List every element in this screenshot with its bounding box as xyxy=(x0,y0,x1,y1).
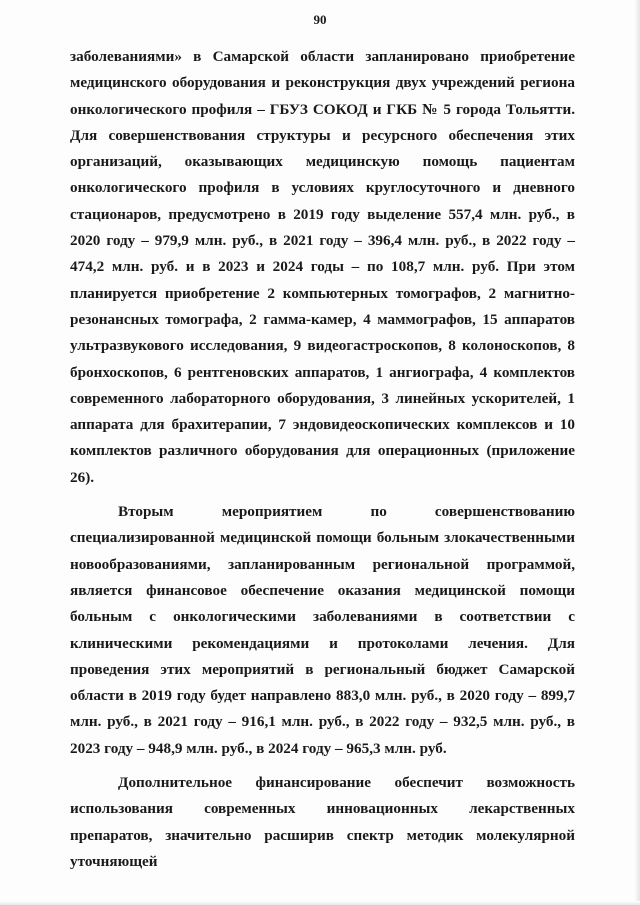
paragraph-equipment: заболеваниями» в Самарской области запланировано приобретение медицинского оборудования и реконструкция двух учреждений региона онкологического профиля – ГБУЗ СОКОД и ГКБ № 5 города Тольятти. Для совершенствования структуры и ресурсного обеспечения этих организаций, оказывающих медицинскую помощь пациентам онкологического профиля в условиях круглосуточного и дневного стационаров, предусмотрено в 2019 году выделение 557,4 млн. руб., в 2020 году – 979,9 млн. руб., в 2021 году – 396,4 млн. руб., в 2022 году – 474,2 млн. руб. и в 2023 и 2024 годы – по 108,7 млн. руб. При этом планируется приобретение 2 компьютерных томографов, 2 магнитно-резонансных томографа, 2 гамма-камер, 4 маммографов, 15 аппаратов ультразвукового исследования, 9 видеогастроскопов, 8 колоноскопов, 8 бронхоскопов, 6 рентгеновских аппаратов, 1 ангиографа, 4 комплектов современного лабораторного оборудования, 3 линейных ускорителей, 1 аппарата для брахитерапии, 7 эндовидеоскопических комплексов и 10 комплектов различного оборудования для операционных (приложение 26). xyxy=(70,48,575,486)
page-bottom-shadow xyxy=(0,901,640,905)
paragraph-second-measure: Вторым мероприятием по совершенствованию специализированной медицинской помощи больным злокачественными новообразованиями, запланированным региональной программой, является финансовое обеспечение оказания медицинской помощи больным с онкологическими заболеваниями в соответствии с клиническими рекомендациями и протоколами лечения. Для проведения этих мероприятий в региональный бюджет Самарской области в 2019 году будет направлено 883,0 млн. руб., в 2020 году – 899,7 млн. руб., в 2021 году – 916,1 млн. руб., в 2022 году – 932,5 млн. руб., в 2023 году – 948,9 млн. руб., в 2024 году – 965,3 млн. руб. xyxy=(70,503,575,757)
document-body xyxy=(70,44,575,875)
page-edge-shadow xyxy=(634,0,640,905)
page-number: 90 xyxy=(313,12,327,27)
paragraph-additional-funding: Дополнительное финансирование обеспечит возможность использования современных инновационных лекарственных препаратов, значительно расширив спектр методик молекулярной уточняющей xyxy=(70,774,575,870)
